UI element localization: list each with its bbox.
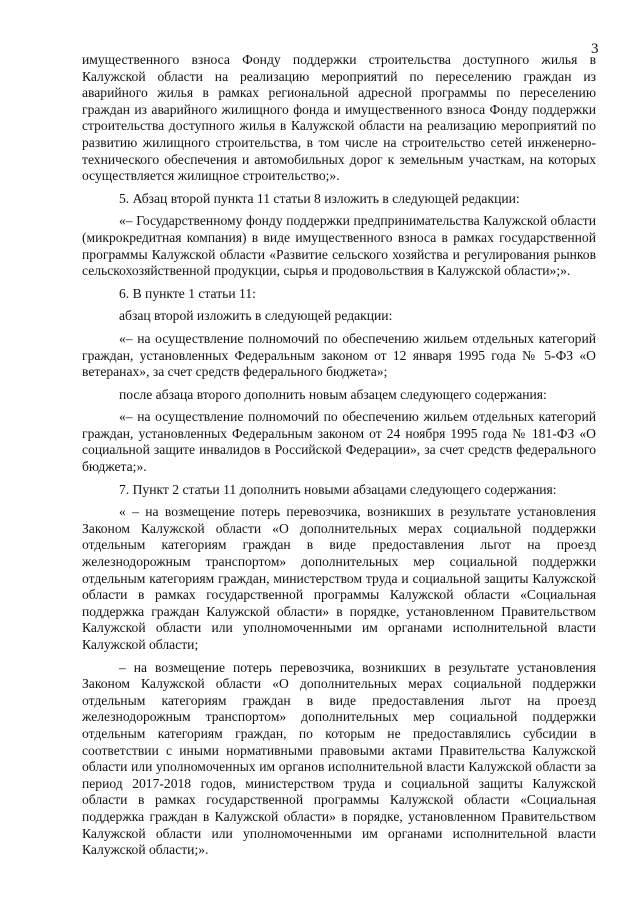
paragraph-quote-veterans: «– на осуществление полномочий по обеспечению жильем отдельных категорий граждан, установленных Федеральным законом от 12 января 1995 года № 5-ФЗ «О ветеранах», за счет средств федерального бюджета»; — [82, 330, 596, 380]
paragraph-quote-disabled: «– на осуществление полномочий по обеспечению жильем отдельных категорий граждан, установленных Федеральным законом от 24 ноября 1995 года № 181-ФЗ «О социальной защите инвалидов в Российской Федерации», за счет средств федерального бюджета;». — [82, 409, 596, 475]
paragraph-instruction-add: после абзаца второго дополнить новым абзацем следующего содержания: — [119, 386, 547, 402]
document-body — [82, 52, 596, 859]
paragraph-item-7: 7. Пункт 2 статьи 11 дополнить новыми абзацами следующего содержания: — [119, 481, 557, 497]
page-number: 3 — [591, 41, 599, 57]
paragraph-item-5: 5. Абзац второй пункта 11 статьи 8 изложить в следующей редакции: — [119, 190, 520, 206]
paragraph-item-6: 6. В пункте 1 статьи 11: — [119, 285, 256, 301]
paragraph-quote-fund: «– Государственному фонду поддержки предпринимательства Калужской области (микрокредитная компания) в виде имущественного взноса в рамках государственной программы Калужской области «Развитие сельского хозяйства и регулирования рынков сельскохозяйственной продукции, сырья и продовольствия в Калужской области»;». — [82, 213, 596, 279]
paragraph-quote-carrier-2: – на возмещение потерь перевозчика, возникших в результате установления Законом Калужской области «О дополнительных мерах социальной поддержки отдельным категориям граждан в виде предоставления льгот на проезд железнодорожным транспортом» дополнительных мер социальной поддержки отдельным категориям граждан, по которым не предоставлялись субсидии в соответствии с иными нормативными правовыми актами Правительства Калужской области или уполномоченных им органов исполнительной власти Калужской области за период 2017-2018 годов, министерством труда и социальной защиты Калужской области в рамках государственной программы Калужской области «Социальная поддержка граждан в Калужской области» в порядке, установленном Правительством Калужской области или уполномоченными им органами исполнительной власти Калужской области;». — [82, 659, 596, 858]
paragraph-instruction: абзац второй изложить в следующей редакции: — [119, 308, 393, 324]
paragraph-quote-carrier-1: « – на возмещение потерь перевозчика, возникших в результате установления Законом Калужской области «О дополнительных мерах социальной поддержки отдельным категориям граждан в виде предоставления льгот на проезд железнодорожным транспортом» дополнительных мер социальной поддержки отдельным категориям граждан, министерством труда и социальной защиты Калужской области в рамках государственной программы Калужской области «Социальная поддержка граждан Калужской области» в порядке, установленном Правительством Калужской области или уполномоченными им органами исполнительной власти Калужской области; — [82, 504, 596, 652]
paragraph-continuation: имущественного взноса Фонду поддержки строительства доступного жилья в Калужской области на реализацию мероприятий по переселению граждан из аварийного жилья в рамках региональной адресной программы по переселению граждан из аварийного жилищного фонда и имущественного взноса Фонду поддержки строительства доступного жилья в Калужской области на реализацию мероприятий по развитию жилищного строительства, в том числе на строительство сетей инженерно-технического обеспечения и автомобильных дорог к земельным участкам, на которых осуществляется жилищное строительство;». — [82, 52, 596, 184]
